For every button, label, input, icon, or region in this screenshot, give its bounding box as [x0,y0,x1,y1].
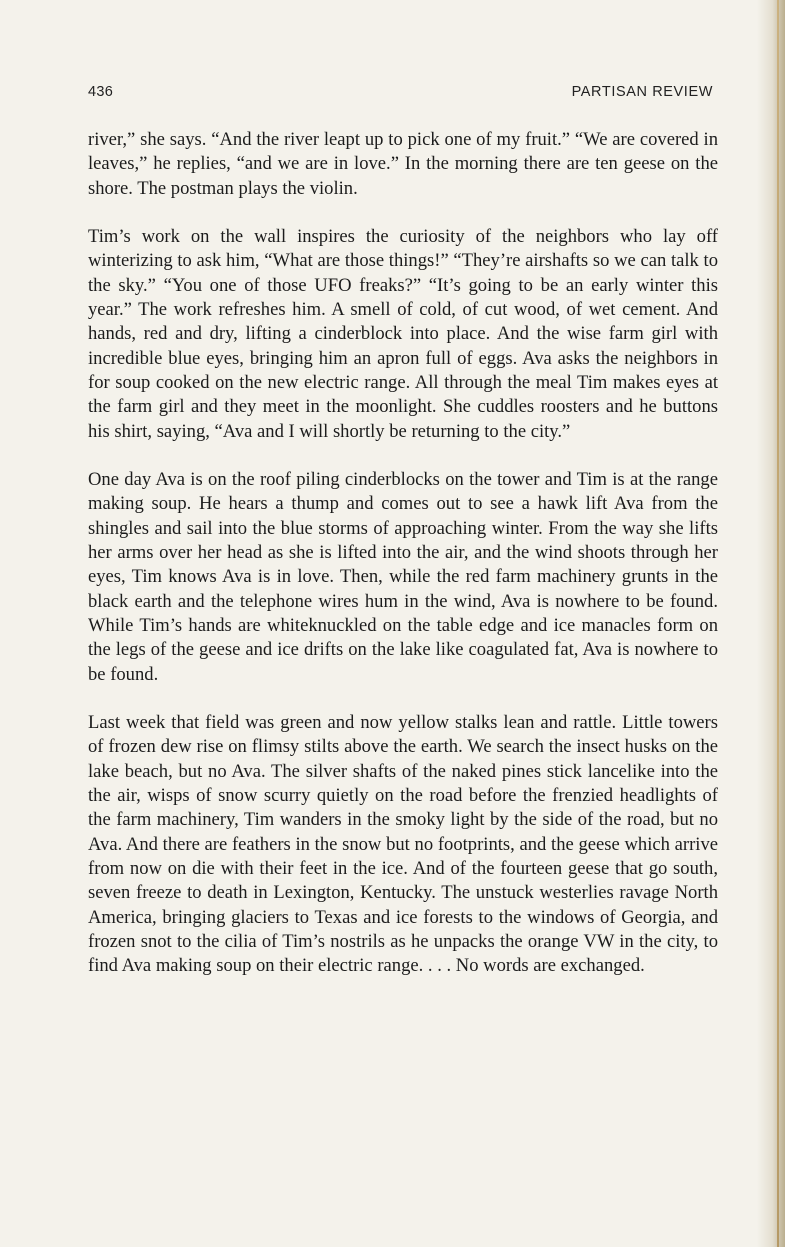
body-text [88,128,718,1003]
paragraph-3: One day Ava is on the roof piling cinderblocks on the tower and Tim is at the range making soup. He hears a thump and comes out to see a hawk lift Ava from the shingles and sail into the blue storms of approaching winter. From the way she lifts her arms over her head as she is lifted into the air, and the wind shoots through her eyes, Tim knows Ava is in love. Then, while the red farm machinery grunts in the black earth and the telephone wires hum in the wind, Ava is nowhere to be found. While Tim’s hands are whiteknuckled on the table edge and ice manacles form on the legs of the geese and ice drifts on the lake like coagulated fat, Ava is nowhere to be found. [88,469,718,685]
journal-title: PARTISAN REVIEW [571,84,713,100]
page-binding-shadow [757,0,785,1247]
paragraph-2: Tim’s work on the wall inspires the curiosity of the neighbors who lay off winterizing to ask him, “What are those things!” “They’re airshafts so we can talk to the sky.” “You one of those UFO freaks?” “It’s going to be an early winter this year.” The work refreshes him. A smell of cold, of cut wood, of wet cement. And hands, red and dry, lifting a cinderblock into place. And the wise farm girl with incredible blue eyes, bringing him an apron full of eggs. Ava asks the neighbors in for soup cooked on the new electric range. All through the meal Tim makes eyes at the farm girl and they meet in the moonlight. She cuddles roosters and he buttons his shirt, saying, “Ava and I will shortly be returning to the city.” [88,226,718,442]
paragraph-1: river,” she says. “And the river leapt up to pick one of my fruit.” “We are covered in leaves,” he replies, “and we are in love.” In the morning there are ten geese on the shore. The postman plays the violin. [88,129,718,199]
running-head [88,84,713,106]
page-number: 436 [88,84,114,100]
page-edge-line [777,0,779,1247]
paragraph-4: Last week that field was green and now yellow stalks lean and rattle. Little towers of frozen dew rise on flimsy stilts above the earth. We search the insect husks on the lake beach, but no Ava. The silver shafts of the naked pines stick lancelike into the the air, wisps of snow scurry quietly on the road before the frenzied headlights of the farm machinery, Tim wanders in the smoky light by the side of the road, but no Ava. And there are feathers in the snow but no footprints, and the geese which arrive from now on die with their feet in the ice. And of the fourteen geese that go south, seven freeze to death in Lexington, Kentucky. The unstuck westerlies ravage North America, bringing glaciers to Texas and ice forests to the windows of Georgia, and frozen snot to the cilia of Tim’s nostrils as he unpacks the orange VW in the city, to find Ava making soup on their electric range. . . . No words are exchanged. [88,712,718,977]
